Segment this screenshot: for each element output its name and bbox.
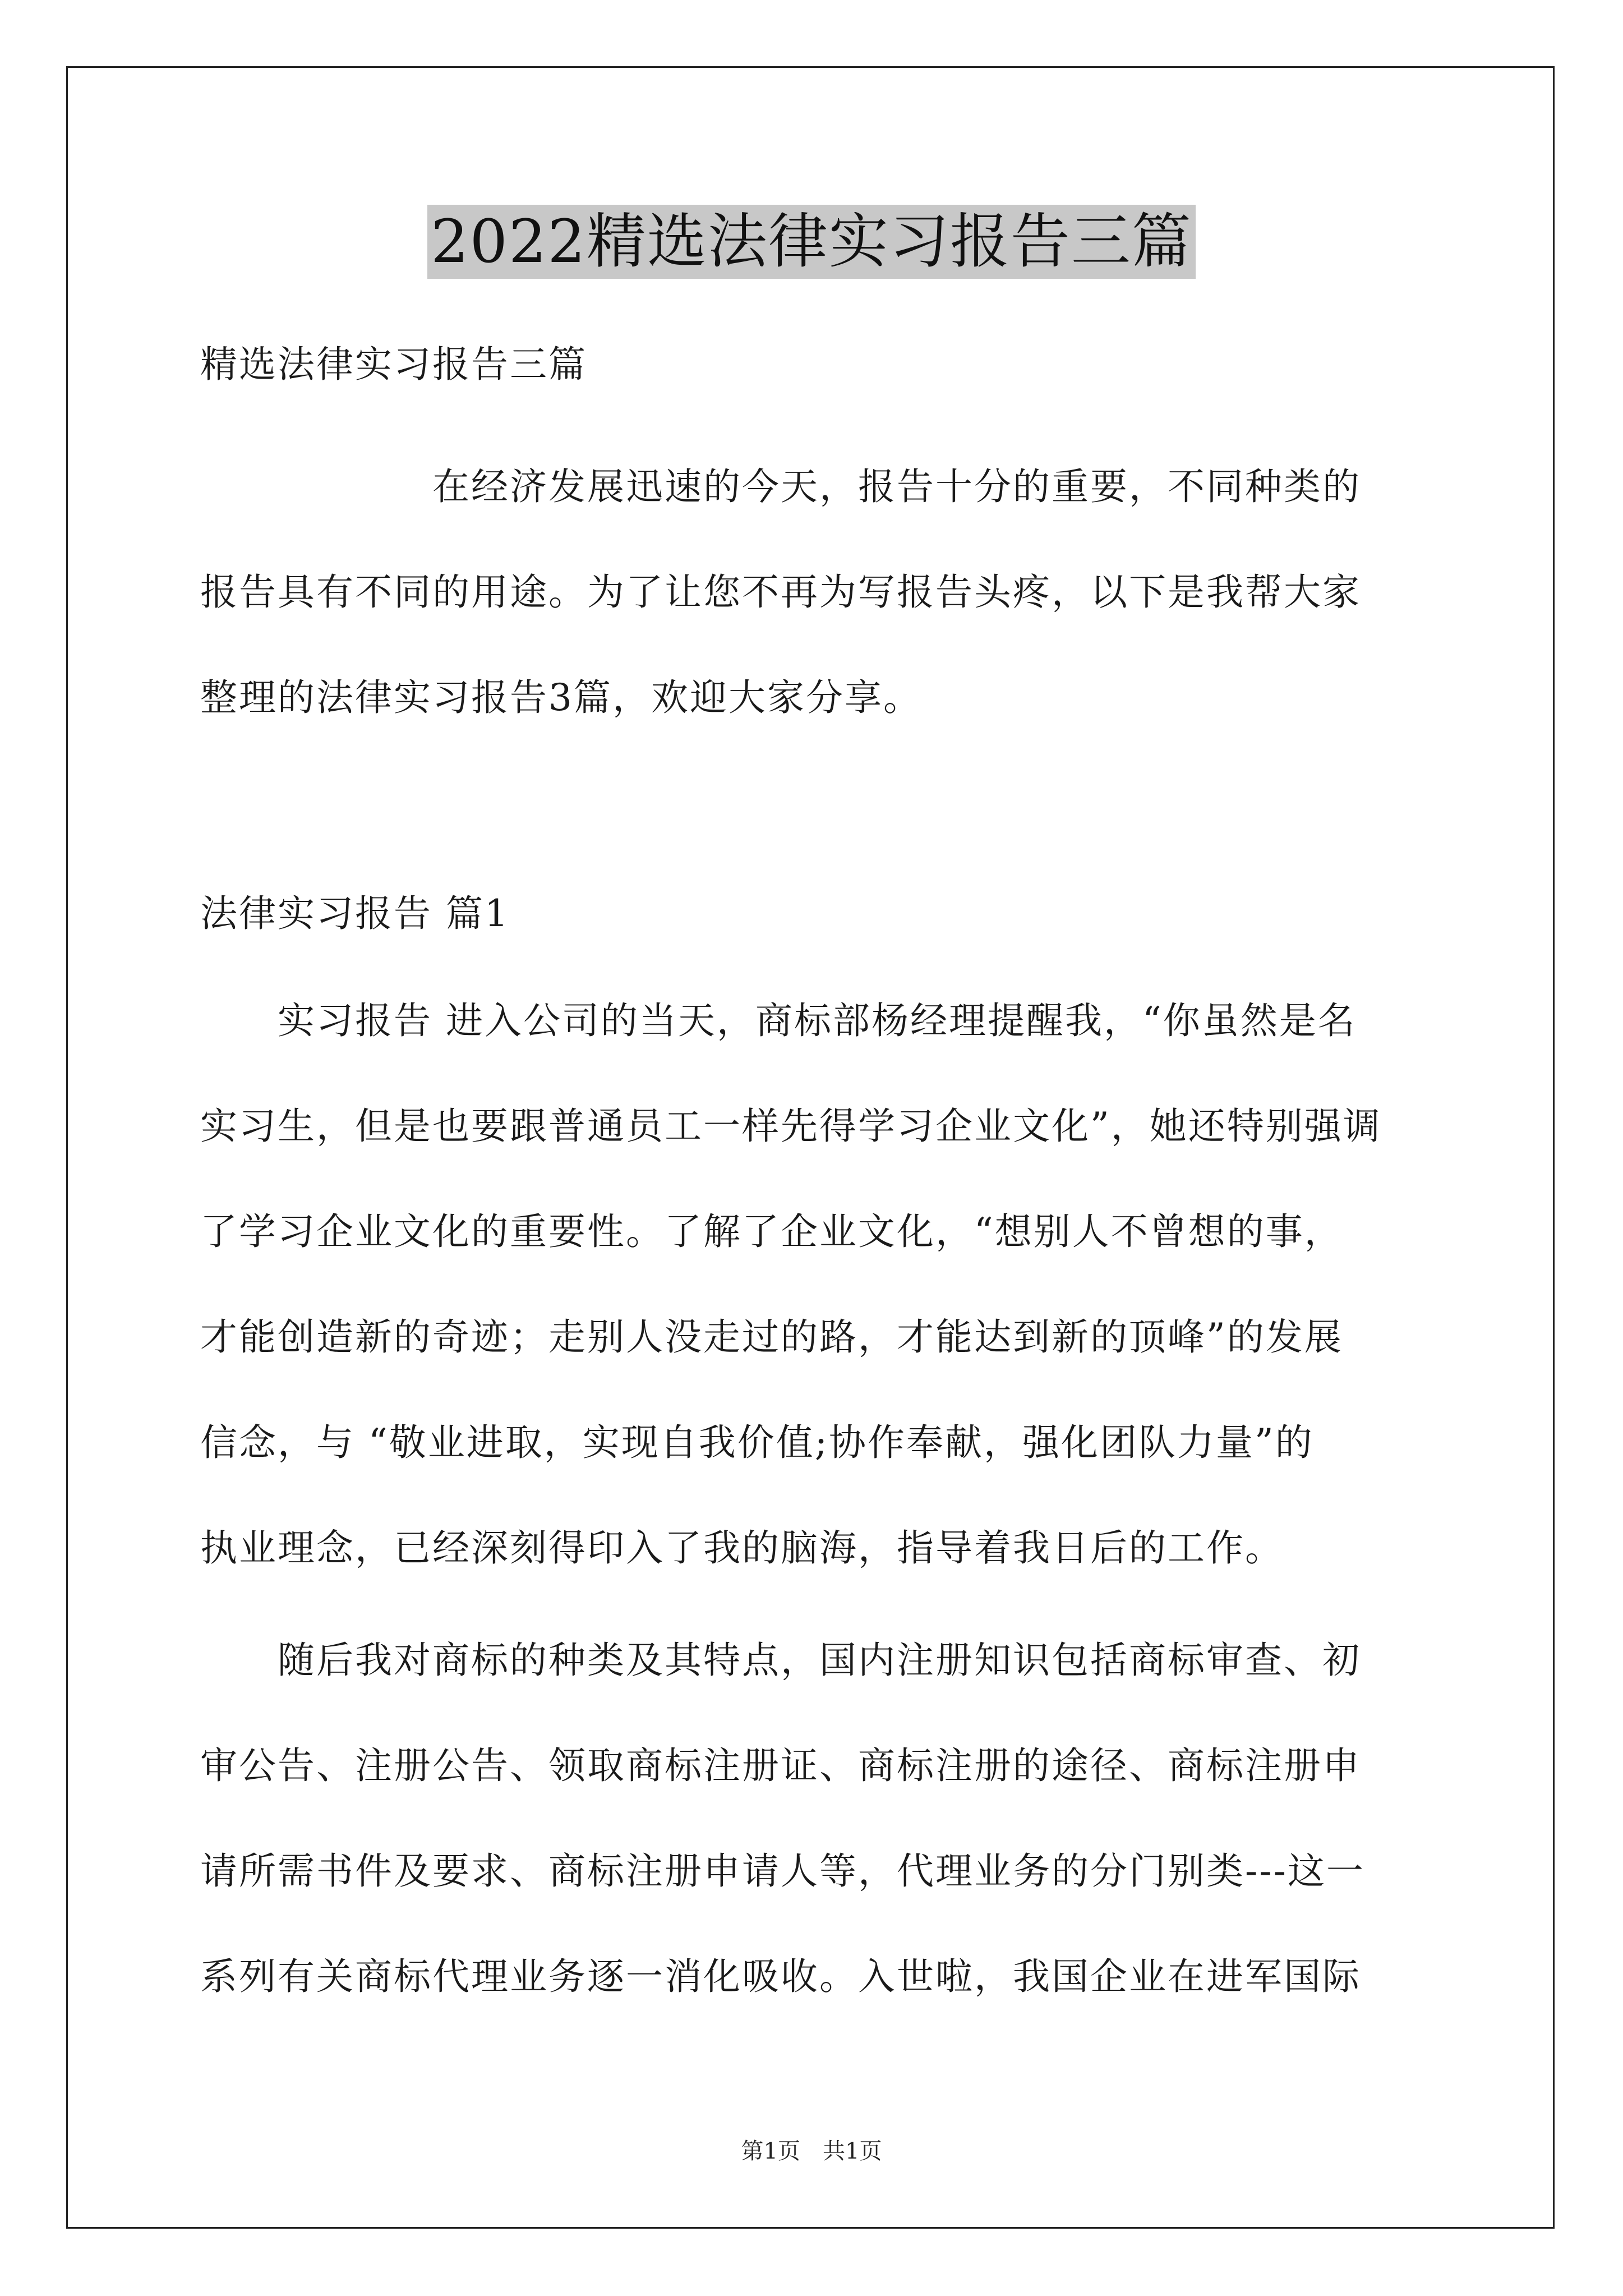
- paragraph-line: 审公告、注册公告、领取商标注册证、商标注册的途径、商标注册申: [200, 1744, 1361, 1787]
- section-heading: 法律实习报告 篇1: [200, 892, 510, 935]
- intro-line: 整理的法律实习报告3篇，欢迎大家分享。: [200, 676, 922, 719]
- paragraph-1: [200, 968, 1434, 1601]
- section-heading-block: [200, 861, 1434, 967]
- paragraph-line: 信念，与 “敬业进取，实现自我价值;协作奉献，强化团队力量”的: [200, 1421, 1314, 1464]
- paragraph-2: [200, 1608, 1434, 2030]
- document-subtitle: 精选法律实习报告三篇: [200, 343, 587, 386]
- paragraph-line: 实习生，但是也要跟普通员工一样先得学习企业文化”，她还特别强调: [200, 1105, 1382, 1148]
- intro-line: 在经济发展迅速的今天，报告十分的重要，不同种类的: [200, 465, 1361, 508]
- paragraph-line: 系列有关商标代理业务逐一消化吸收。入世啦，我国企业在进军国际: [200, 1955, 1361, 1998]
- document-title: 2022精选法律实习报告三篇: [427, 205, 1196, 279]
- paragraph-line: 了学习企业文化的重要性。了解了企业文化，“想别人不曾想的事，: [200, 1210, 1343, 1253]
- subtitle-block: [200, 312, 1434, 417]
- paragraph-line: 执业理念，已经深刻得印入了我的脑海，指导着我日后的工作。: [200, 1526, 1284, 1570]
- paragraph-line: 请所需书件及要求、商标注册申请人等，代理业务的分门别类---这一: [200, 1849, 1365, 1893]
- intro-paragraph: [200, 434, 1434, 751]
- intro-line: 报告具有不同的用途。为了让您不再为写报告头疼，以下是我帮大家: [200, 570, 1361, 614]
- paragraph-line: 才能创造新的奇迹；走别人没走过的路，才能达到新的顶峰”的发展: [200, 1315, 1343, 1359]
- paragraph-line: 随后我对商标的种类及其特点，国内注册知识包括商标审查、初: [200, 1639, 1361, 1682]
- title-container: [0, 205, 1623, 279]
- paragraph-line: 实习报告 进入公司的当天，商标部杨经理提醒我，“你虽然是名: [200, 999, 1357, 1042]
- page-footer: 第1页 共1页: [741, 2138, 882, 2164]
